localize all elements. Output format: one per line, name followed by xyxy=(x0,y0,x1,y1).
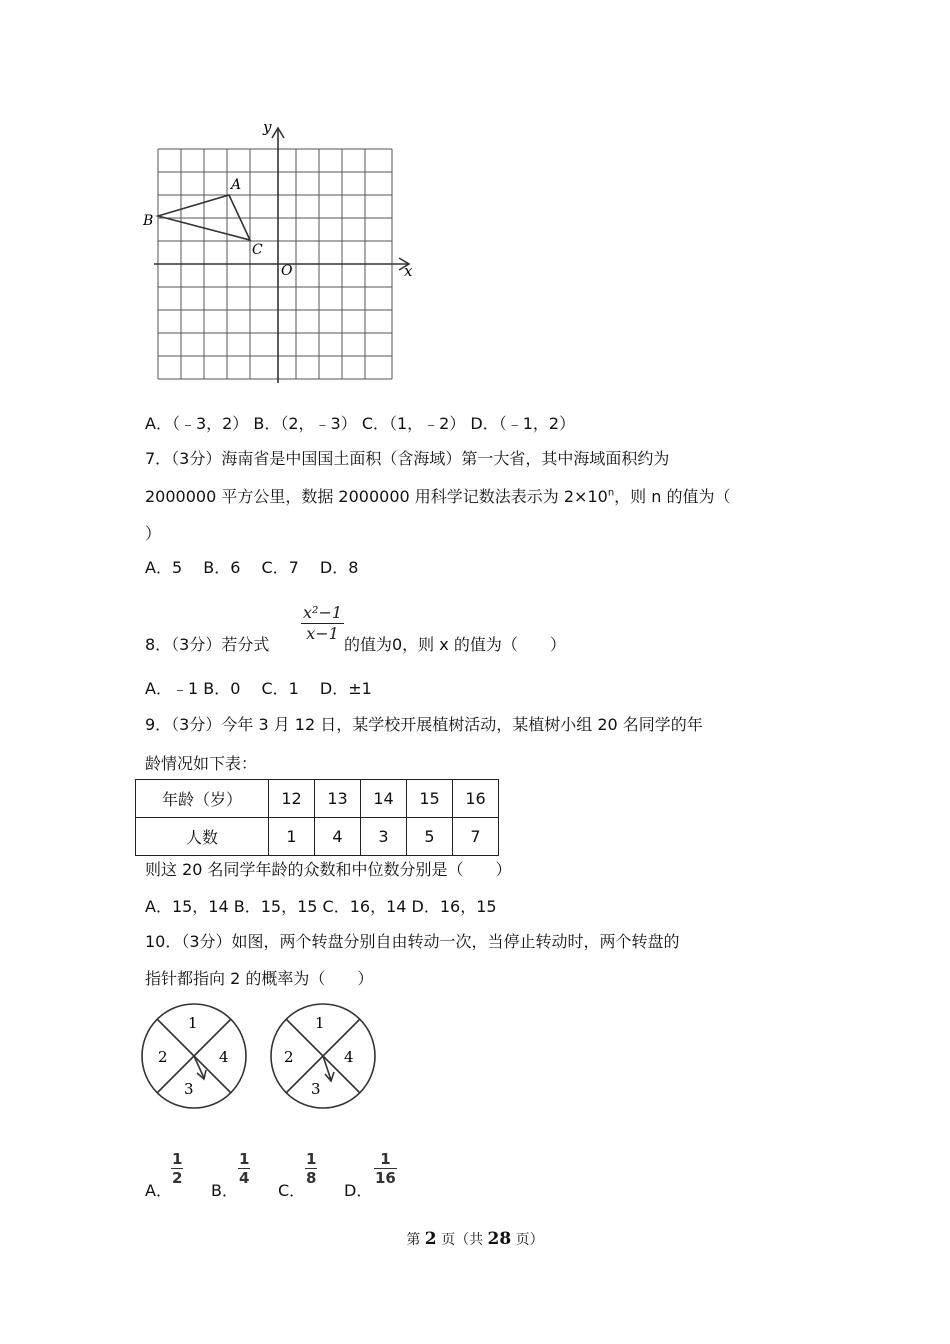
fraction-numerator: 1 xyxy=(380,1150,391,1168)
spinner-left-label-4: 4 xyxy=(219,1048,229,1066)
q7-exponent: n xyxy=(607,487,615,499)
table-cell: 3 xyxy=(361,818,407,856)
q8-numerator: x²−1 xyxy=(303,603,343,622)
q10-option-a-fraction xyxy=(171,1150,183,1187)
q8-prefix: 8．（3分）若分式 xyxy=(145,635,270,654)
table-cell: 13 xyxy=(315,780,361,818)
table-cell: 12 xyxy=(269,780,315,818)
q9-line1: 9．（3分）今年 3 月 12 日，某学校开展植树活动，某植树小组 20 名同学的年 xyxy=(145,715,703,734)
q7-line2-post: ，则 n 的值为（ xyxy=(614,487,731,506)
table-cell: 15 xyxy=(407,780,453,818)
table-cell: 7 xyxy=(453,818,499,856)
page-footer xyxy=(0,1229,950,1249)
q7-line2 xyxy=(145,484,730,507)
q7-line3: ） xyxy=(145,524,162,543)
q10-line2: 指针都指向 2 的概率为（ ） xyxy=(145,969,374,988)
q10-line1: 10．（3分）如图，两个转盘分别自由转动一次，当停止转动时，两个转盘的 xyxy=(145,932,680,951)
axes xyxy=(154,128,409,383)
fraction-numerator: 1 xyxy=(172,1150,183,1168)
footer-mid: 页（共 xyxy=(436,1232,488,1248)
table-header-age: 年龄（岁） xyxy=(136,780,269,818)
point-b-label: B xyxy=(143,213,154,229)
footer-pre: 第 xyxy=(406,1232,425,1248)
spinner-right-label-4: 4 xyxy=(344,1048,354,1066)
point-c-label: C xyxy=(252,242,263,258)
table-row xyxy=(136,780,499,818)
q7-line1: 7．（3分）海南省是中国国土面积（含海域）第一大省，其中海域面积约为 xyxy=(145,449,670,468)
q7-line2-pre: 2000000 平方公里，数据 2000000 用科学记数法表示为 2×10 xyxy=(145,487,608,506)
fraction-numerator: 1 xyxy=(239,1150,250,1168)
table-header-count: 人数 xyxy=(136,818,269,856)
spinner-right-label-3: 3 xyxy=(311,1080,321,1098)
table-row xyxy=(136,818,499,856)
q8-suffix: 的值为0，则 x 的值为（ ） xyxy=(344,635,566,654)
q6-options: A．（﹣3，2） B．（2，﹣3） C．（1，﹣2） D．（﹣1，2） xyxy=(145,414,576,433)
fraction-numerator: 1 xyxy=(306,1150,317,1168)
q8-options: A．﹣1 B．0 C．1 D．±1 xyxy=(145,679,372,698)
table-cell: 5 xyxy=(407,818,453,856)
q10-option-a-letter: A． xyxy=(145,1181,172,1200)
q9-line2: 龄情况如下表： xyxy=(145,754,258,773)
spinner-left-label-1: 1 xyxy=(188,1014,198,1032)
table-cell: 1 xyxy=(269,818,315,856)
q8-fraction xyxy=(301,603,344,644)
q10-option-c-fraction xyxy=(305,1150,317,1187)
footer-page-number: 2 xyxy=(424,1229,437,1249)
footer-total-pages: 28 xyxy=(487,1229,512,1249)
table-cell: 16 xyxy=(453,780,499,818)
spinner-right-label-1: 1 xyxy=(315,1014,325,1032)
q7-options: A．5 B．6 C．7 D．8 xyxy=(145,558,359,577)
table-cell: 4 xyxy=(315,818,361,856)
fraction-denominator: 4 xyxy=(239,1169,250,1187)
footer-post: 页） xyxy=(511,1232,544,1248)
coordinate-grid-figure xyxy=(140,115,425,390)
q9-options: A．15，14 B．15，15 C．16，14 D．16，15 xyxy=(145,897,497,916)
spinner-left-label-3: 3 xyxy=(184,1080,194,1098)
q10-option-d-fraction xyxy=(374,1150,397,1187)
q10-option-b-fraction xyxy=(238,1150,250,1187)
spinner-left-label-2: 2 xyxy=(158,1048,168,1066)
q8-denominator: x−1 xyxy=(301,623,344,644)
q10-option-c-letter: C． xyxy=(278,1181,306,1200)
point-a-label: A xyxy=(231,177,242,193)
q10-option-b-letter: B． xyxy=(211,1181,238,1200)
table-cell: 14 xyxy=(361,780,407,818)
fraction-denominator: 16 xyxy=(375,1169,396,1187)
fraction-denominator: 8 xyxy=(306,1169,317,1187)
q10-option-d-letter: D． xyxy=(344,1181,373,1200)
y-axis-label: y xyxy=(263,118,272,136)
origin-label: O xyxy=(281,263,293,279)
fraction-denominator: 2 xyxy=(172,1169,183,1187)
q9-question: 则这 20 名同学年龄的众数和中位数分别是（ ） xyxy=(145,860,512,879)
age-table xyxy=(135,779,499,856)
x-axis-label: x xyxy=(404,262,413,280)
spinner-right-label-2: 2 xyxy=(284,1048,294,1066)
spinners-figure xyxy=(140,1000,390,1115)
